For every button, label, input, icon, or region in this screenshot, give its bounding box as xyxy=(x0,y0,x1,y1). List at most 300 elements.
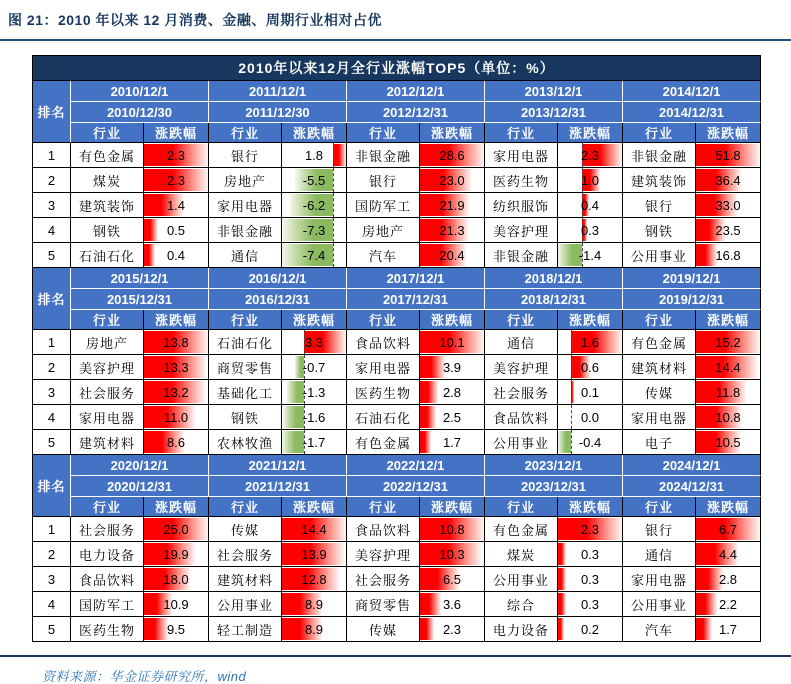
industry-cell: 钢铁 xyxy=(71,218,144,243)
change-cell xyxy=(420,380,485,405)
zero-axis-line xyxy=(571,380,572,404)
change-cell xyxy=(420,405,485,430)
end-date-cell: 2022/12/31 xyxy=(347,476,485,497)
change-cell xyxy=(144,380,209,405)
change-cell xyxy=(558,243,623,268)
change-cell xyxy=(558,517,623,542)
industry-header-cell: 行业 xyxy=(347,310,420,330)
change-header-cell: 涨跌幅 xyxy=(696,497,761,517)
industry-cell: 建筑装饰 xyxy=(71,193,144,218)
change-cell xyxy=(696,542,761,567)
end-date-cell: 2024/12/31 xyxy=(623,476,761,497)
industry-cell: 国防军工 xyxy=(71,592,144,617)
start-date-cell: 2024/12/1 xyxy=(623,455,761,476)
change-cell xyxy=(144,355,209,380)
table-row xyxy=(33,567,761,592)
rank-cell: 2 xyxy=(33,168,71,193)
change-value: 10.9 xyxy=(163,596,189,612)
change-cell xyxy=(696,218,761,243)
change-cell xyxy=(558,567,623,592)
industry-cell: 房地产 xyxy=(347,218,420,243)
change-value: 0.3 xyxy=(580,596,600,612)
change-cell xyxy=(558,218,623,243)
change-cell xyxy=(144,243,209,268)
change-header-cell: 涨跌幅 xyxy=(420,310,485,330)
change-value: 10.1 xyxy=(439,334,465,350)
change-cell xyxy=(282,143,347,168)
change-value: 10.3 xyxy=(439,546,465,562)
change-cell xyxy=(420,143,485,168)
change-cell xyxy=(144,168,209,193)
industry-cell: 非银金融 xyxy=(209,218,282,243)
table-row xyxy=(33,380,761,405)
industry-cell: 医药生物 xyxy=(485,168,558,193)
industry-cell: 通信 xyxy=(209,243,282,268)
start-date-cell: 2018/12/1 xyxy=(485,268,623,289)
change-cell xyxy=(144,617,209,642)
band-end-date-row xyxy=(33,289,761,310)
footer-divider xyxy=(0,655,791,657)
change-value: -1.7 xyxy=(302,434,326,450)
change-cell xyxy=(696,193,761,218)
industry-cell: 公用事业 xyxy=(623,243,696,268)
industry-header-cell: 行业 xyxy=(623,310,696,330)
change-value: 20.4 xyxy=(439,247,465,263)
change-cell xyxy=(558,355,623,380)
end-date-cell: 2015/12/31 xyxy=(71,289,209,310)
start-date-cell: 2020/12/1 xyxy=(71,455,209,476)
change-header-cell: 涨跌幅 xyxy=(696,123,761,143)
industry-cell: 纺织服饰 xyxy=(485,193,558,218)
change-cell xyxy=(558,617,623,642)
change-cell xyxy=(282,168,347,193)
start-date-cell: 2017/12/1 xyxy=(347,268,485,289)
start-date-cell: 2013/12/1 xyxy=(485,81,623,102)
change-value: 4.4 xyxy=(718,546,738,562)
change-cell xyxy=(420,168,485,193)
industry-header-cell: 行业 xyxy=(347,123,420,143)
change-value: 2.3 xyxy=(166,147,186,163)
change-value: 16.8 xyxy=(715,247,741,263)
change-cell xyxy=(696,243,761,268)
data-bar xyxy=(282,431,304,453)
table-row xyxy=(33,617,761,642)
industry-cell: 建筑装饰 xyxy=(623,168,696,193)
change-cell xyxy=(282,243,347,268)
industry-cell: 汽车 xyxy=(623,617,696,642)
industry-cell: 石油石化 xyxy=(71,243,144,268)
industry-cell: 电子 xyxy=(623,430,696,455)
change-cell xyxy=(420,193,485,218)
table-row xyxy=(33,542,761,567)
industry-cell: 通信 xyxy=(623,542,696,567)
industry-header-cell: 行业 xyxy=(485,497,558,517)
figure-body xyxy=(32,55,791,642)
industry-cell: 食品饮料 xyxy=(347,517,420,542)
source-note: 资料来源：华金证券研究所，wind xyxy=(42,669,247,684)
table-row xyxy=(33,355,761,380)
change-cell xyxy=(696,143,761,168)
change-cell xyxy=(420,592,485,617)
change-cell xyxy=(282,517,347,542)
industry-header-cell: 行业 xyxy=(623,497,696,517)
industry-cell: 家用电器 xyxy=(347,355,420,380)
end-date-cell: 2016/12/31 xyxy=(209,289,347,310)
start-date-cell: 2014/12/1 xyxy=(623,81,761,102)
industry-cell: 美容护理 xyxy=(485,218,558,243)
change-cell xyxy=(282,405,347,430)
change-value: 23.0 xyxy=(439,172,465,188)
zero-axis-line xyxy=(333,243,334,267)
change-value: 1.7 xyxy=(442,434,462,450)
industry-cell: 石油石化 xyxy=(209,330,282,355)
change-cell xyxy=(558,330,623,355)
industry-cell: 传媒 xyxy=(347,617,420,642)
industry-cell: 非银金融 xyxy=(347,143,420,168)
data-bar xyxy=(144,244,155,266)
table-row xyxy=(33,405,761,430)
change-cell xyxy=(420,218,485,243)
end-date-cell: 2017/12/31 xyxy=(347,289,485,310)
start-date-cell: 2010/12/1 xyxy=(71,81,209,102)
change-cell xyxy=(144,330,209,355)
industry-cell: 有色金属 xyxy=(347,430,420,455)
start-date-cell: 2022/12/1 xyxy=(347,455,485,476)
band-start-date-row xyxy=(33,81,761,102)
industry-cell: 农林牧渔 xyxy=(209,430,282,455)
industry-cell: 家用电器 xyxy=(209,193,282,218)
end-date-cell: 2010/12/30 xyxy=(71,102,209,123)
change-value: 0.0 xyxy=(580,409,600,425)
industry-cell: 家用电器 xyxy=(485,143,558,168)
change-value: 3.9 xyxy=(442,359,462,375)
change-cell xyxy=(282,193,347,218)
data-bar xyxy=(558,431,571,453)
change-value: 25.0 xyxy=(163,521,189,537)
end-date-cell: 2011/12/30 xyxy=(209,102,347,123)
change-cell xyxy=(696,567,761,592)
rank-cell: 1 xyxy=(33,330,71,355)
change-value: 6.5 xyxy=(442,571,462,587)
industry-cell: 公用事业 xyxy=(485,567,558,592)
change-cell xyxy=(420,243,485,268)
data-bar xyxy=(696,618,712,640)
data-bar xyxy=(696,593,717,615)
change-value: 2.8 xyxy=(718,571,738,587)
change-value: 6.7 xyxy=(718,521,738,537)
industry-cell: 银行 xyxy=(623,193,696,218)
change-value: 51.8 xyxy=(715,147,741,163)
data-bar xyxy=(420,381,438,403)
end-date-cell: 2023/12/31 xyxy=(485,476,623,497)
industry-cell: 通信 xyxy=(485,330,558,355)
industry-cell: 有色金属 xyxy=(485,517,558,542)
industry-header-cell: 行业 xyxy=(485,310,558,330)
industry-header-cell: 行业 xyxy=(485,123,558,143)
data-bar xyxy=(420,618,434,640)
change-value: 10.5 xyxy=(715,434,741,450)
industry-cell: 医药生物 xyxy=(71,617,144,642)
zero-axis-line xyxy=(333,218,334,242)
zero-axis-line xyxy=(571,430,572,454)
change-value: 12.8 xyxy=(301,571,327,587)
end-date-cell: 2013/12/31 xyxy=(485,102,623,123)
change-cell xyxy=(696,330,761,355)
industry-cell: 家用电器 xyxy=(623,405,696,430)
change-value: -7.4 xyxy=(302,247,326,263)
industry-cell: 非银金融 xyxy=(623,143,696,168)
change-value: 2.8 xyxy=(442,384,462,400)
change-value: 11.0 xyxy=(163,409,189,425)
band-start-date-row xyxy=(33,455,761,476)
band-end-date-row xyxy=(33,102,761,123)
change-value: -0.4 xyxy=(578,434,602,450)
industry-cell: 国防军工 xyxy=(347,193,420,218)
change-value: 2.3 xyxy=(166,172,186,188)
change-value: 14.4 xyxy=(715,359,741,375)
change-header-cell: 涨跌幅 xyxy=(144,310,209,330)
change-value: 15.2 xyxy=(715,334,741,350)
industry-cell: 社会服务 xyxy=(71,517,144,542)
industry-cell: 银行 xyxy=(347,168,420,193)
change-header-cell: 涨跌幅 xyxy=(558,310,623,330)
band-end-date-row xyxy=(33,476,761,497)
change-value: 1.6 xyxy=(580,334,600,350)
industry-cell: 社会服务 xyxy=(485,380,558,405)
change-value: 0.3 xyxy=(580,222,600,238)
start-date-cell: 2011/12/1 xyxy=(209,81,347,102)
band-column-header-row xyxy=(33,123,761,143)
data-bar xyxy=(558,593,566,615)
change-value: 33.0 xyxy=(715,197,741,213)
change-cell xyxy=(144,193,209,218)
change-value: 0.3 xyxy=(580,546,600,562)
industry-cell: 食品饮料 xyxy=(347,330,420,355)
change-value: 10.8 xyxy=(715,409,741,425)
data-bar xyxy=(420,356,445,378)
end-date-cell: 2014/12/31 xyxy=(623,102,761,123)
industry-cell: 房地产 xyxy=(209,168,282,193)
industry-cell: 有色金属 xyxy=(623,330,696,355)
change-cell xyxy=(696,430,761,455)
change-cell xyxy=(282,218,347,243)
industry-cell: 非银金融 xyxy=(485,243,558,268)
rank-header: 排名 xyxy=(33,268,71,330)
change-cell xyxy=(420,567,485,592)
rank-header: 排名 xyxy=(33,455,71,517)
table-row xyxy=(33,143,761,168)
change-cell xyxy=(696,168,761,193)
rank-cell: 4 xyxy=(33,218,71,243)
rank-cell: 4 xyxy=(33,405,71,430)
change-value: -1.4 xyxy=(578,247,602,263)
change-value: 23.5 xyxy=(715,222,741,238)
change-value: 19.9 xyxy=(163,546,189,562)
rank-cell: 1 xyxy=(33,143,71,168)
change-cell xyxy=(420,330,485,355)
data-bar xyxy=(144,219,158,241)
change-value: 0.4 xyxy=(166,247,186,263)
industry-header-cell: 行业 xyxy=(209,123,282,143)
change-cell xyxy=(696,405,761,430)
change-value: 13.9 xyxy=(301,546,327,562)
data-bar xyxy=(420,406,436,428)
change-header-cell: 涨跌幅 xyxy=(144,123,209,143)
change-cell xyxy=(144,218,209,243)
change-cell xyxy=(144,517,209,542)
start-date-cell: 2015/12/1 xyxy=(71,268,209,289)
industry-cell: 医药生物 xyxy=(347,380,420,405)
change-header-cell: 涨跌幅 xyxy=(558,497,623,517)
change-cell xyxy=(558,592,623,617)
industry-cell: 建筑材料 xyxy=(71,430,144,455)
change-header-cell: 涨跌幅 xyxy=(144,497,209,517)
band-start-date-row xyxy=(33,268,761,289)
change-cell xyxy=(144,405,209,430)
change-cell xyxy=(696,380,761,405)
change-value: 21.3 xyxy=(439,222,465,238)
industry-cell: 汽车 xyxy=(347,243,420,268)
change-cell xyxy=(282,355,347,380)
start-date-cell: 2016/12/1 xyxy=(209,268,347,289)
industry-cell: 房地产 xyxy=(71,330,144,355)
change-value: 8.9 xyxy=(304,596,324,612)
rank-cell: 3 xyxy=(33,380,71,405)
change-value: 2.3 xyxy=(580,147,600,163)
change-cell xyxy=(144,592,209,617)
change-value: 1.8 xyxy=(304,147,324,163)
data-bar xyxy=(696,244,717,266)
change-cell xyxy=(558,143,623,168)
zero-axis-line xyxy=(571,330,572,354)
change-value: 0.4 xyxy=(580,197,600,213)
industry-cell: 电力设备 xyxy=(71,542,144,567)
rank-cell: 5 xyxy=(33,430,71,455)
industry-cell: 石油石化 xyxy=(347,405,420,430)
table-row xyxy=(33,330,761,355)
caption-divider xyxy=(0,39,791,41)
change-cell xyxy=(144,567,209,592)
change-value: 1.7 xyxy=(718,621,738,637)
change-header-cell: 涨跌幅 xyxy=(282,310,347,330)
rank-cell: 5 xyxy=(33,617,71,642)
change-value: 0.5 xyxy=(166,222,186,238)
zero-axis-line xyxy=(333,193,334,217)
industry-cell: 建筑材料 xyxy=(209,567,282,592)
change-cell xyxy=(144,430,209,455)
change-value: 2.2 xyxy=(718,596,738,612)
change-cell xyxy=(282,617,347,642)
change-value: 2.3 xyxy=(580,521,600,537)
industry-cell: 社会服务 xyxy=(347,567,420,592)
end-date-cell: 2021/12/31 xyxy=(209,476,347,497)
change-value: -1.6 xyxy=(302,409,326,425)
end-date-cell: 2012/12/31 xyxy=(347,102,485,123)
rank-header: 排名 xyxy=(33,81,71,143)
change-cell xyxy=(282,430,347,455)
industry-cell: 家用电器 xyxy=(623,567,696,592)
industry-cell: 美容护理 xyxy=(71,355,144,380)
industry-cell: 社会服务 xyxy=(209,542,282,567)
table-row xyxy=(33,592,761,617)
table-row xyxy=(33,193,761,218)
change-cell xyxy=(558,405,623,430)
industry-cell: 美容护理 xyxy=(347,542,420,567)
change-cell xyxy=(696,592,761,617)
change-value: 8.6 xyxy=(166,434,186,450)
change-cell xyxy=(144,143,209,168)
change-value: 0.6 xyxy=(580,359,600,375)
change-value: -6.2 xyxy=(302,197,326,213)
change-value: 21.9 xyxy=(439,197,465,213)
change-value: 3.3 xyxy=(304,334,324,350)
end-date-cell: 2018/12/31 xyxy=(485,289,623,310)
change-cell xyxy=(420,430,485,455)
industry-cell: 食品饮料 xyxy=(485,405,558,430)
change-value: 2.3 xyxy=(442,621,462,637)
change-cell xyxy=(420,517,485,542)
change-cell xyxy=(558,193,623,218)
data-bar xyxy=(283,406,303,428)
change-value: -7.3 xyxy=(302,222,326,238)
industry-header-cell: 行业 xyxy=(347,497,420,517)
industry-cell: 传媒 xyxy=(209,517,282,542)
data-bar xyxy=(144,618,168,640)
change-value: 0.1 xyxy=(580,384,600,400)
zero-axis-line xyxy=(571,405,572,429)
industry-header-cell: 行业 xyxy=(71,497,144,517)
industry-cell: 有色金属 xyxy=(71,143,144,168)
start-date-cell: 2019/12/1 xyxy=(623,268,761,289)
band-column-header-row xyxy=(33,497,761,517)
change-header-cell: 涨跌幅 xyxy=(282,123,347,143)
top5-table xyxy=(32,55,761,642)
industry-cell: 煤炭 xyxy=(71,168,144,193)
rank-cell: 4 xyxy=(33,592,71,617)
band-column-header-row xyxy=(33,310,761,330)
table-row xyxy=(33,168,761,193)
industry-cell: 公用事业 xyxy=(623,592,696,617)
change-cell xyxy=(696,517,761,542)
change-cell xyxy=(558,542,623,567)
rank-cell: 2 xyxy=(33,542,71,567)
change-cell xyxy=(558,430,623,455)
industry-cell: 钢铁 xyxy=(623,218,696,243)
end-date-cell: 2020/12/31 xyxy=(71,476,209,497)
change-cell xyxy=(282,380,347,405)
industry-cell: 社会服务 xyxy=(71,380,144,405)
industry-header-cell: 行业 xyxy=(71,123,144,143)
change-cell xyxy=(558,168,623,193)
change-value: -1.3 xyxy=(302,384,326,400)
zero-axis-line xyxy=(333,168,334,192)
zero-axis-line xyxy=(571,355,572,379)
change-value: 14.4 xyxy=(301,521,327,537)
change-value: 13.2 xyxy=(163,384,189,400)
change-value: 0.2 xyxy=(580,621,600,637)
change-cell xyxy=(282,567,347,592)
end-date-cell: 2019/12/31 xyxy=(623,289,761,310)
industry-cell: 家用电器 xyxy=(71,405,144,430)
change-value: 3.6 xyxy=(442,596,462,612)
industry-cell: 公用事业 xyxy=(209,592,282,617)
industry-cell: 综合 xyxy=(485,592,558,617)
industry-header-cell: 行业 xyxy=(623,123,696,143)
change-value: 0.3 xyxy=(580,571,600,587)
rank-cell: 3 xyxy=(33,567,71,592)
zero-axis-line xyxy=(333,143,334,167)
change-cell xyxy=(696,617,761,642)
